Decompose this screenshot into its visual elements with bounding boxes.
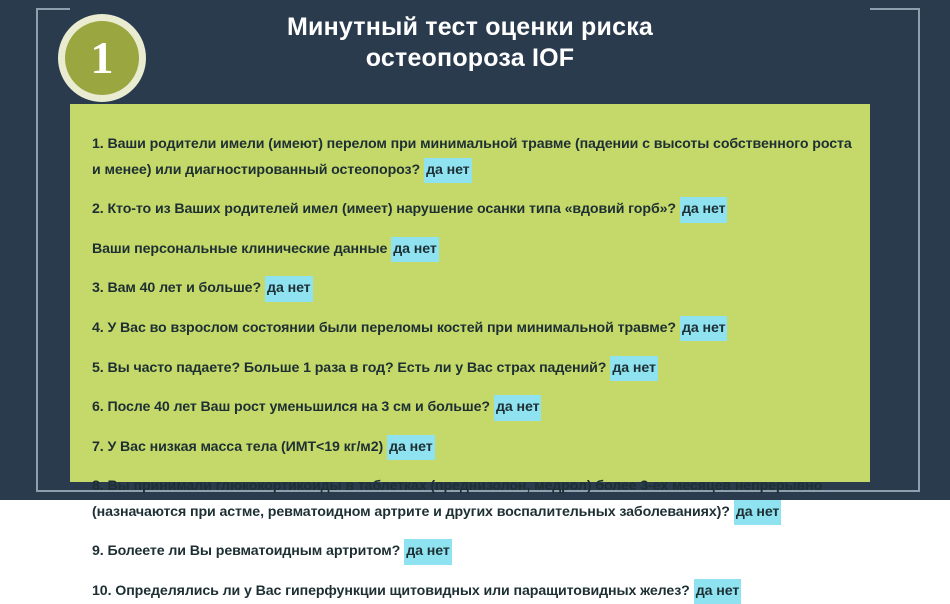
answer-no[interactable]: нет — [446, 161, 470, 178]
question-item — [92, 539, 852, 564]
answer-toggle[interactable] — [265, 276, 312, 301]
answer-no[interactable]: нет — [702, 319, 726, 336]
answer-toggle[interactable] — [734, 500, 781, 525]
answer-toggle[interactable] — [424, 158, 471, 183]
answer-no[interactable]: нет — [716, 582, 740, 599]
answer-toggle[interactable] — [694, 579, 741, 604]
answer-yes[interactable]: да — [267, 280, 284, 297]
right-background-strip — [920, 0, 950, 500]
answer-toggle[interactable] — [610, 356, 657, 381]
section-heading-personal-data — [92, 237, 852, 262]
answer-yes[interactable]: да — [681, 201, 699, 218]
answer-no[interactable]: нет — [756, 503, 780, 520]
question-text: 1. Ваши родители имели (имеют) перелом при минимальной травме (падении с высоты собственного роста и менее) или диагностированный остеопороз? — [92, 136, 852, 178]
question-item — [92, 435, 852, 460]
question-text: 2. Кто-то из Ваших родителей имел (имеет) нарушение осанки типа «вдовий горб»? — [92, 201, 676, 218]
question-text: 5. Вы часто падаете? Больше 1 раза в год? Есть ли у Вас страх падений? — [92, 359, 607, 376]
question-item — [92, 132, 852, 183]
question-text: 8. Вы принимали глюкокортикоиды в таблетках (преднизолон, медрол) более 3-ех месяцев непрерывно (назначаются при астме, ревматоидном артрите и других воспалительных заболеваниях)? — [92, 478, 823, 520]
question-item — [92, 276, 852, 301]
answer-no[interactable]: нет — [287, 280, 311, 297]
question-text: 7. У Вас низкая масса тела (ИМТ<19 кг/м2) — [92, 438, 384, 455]
page-title-line-1: Минутный тест оценки риска — [286, 13, 654, 41]
answer-yes[interactable]: да — [495, 399, 513, 416]
answer-no[interactable]: нет — [516, 399, 540, 416]
step-badge — [58, 14, 146, 102]
answer-yes[interactable]: да — [695, 582, 713, 599]
answer-no[interactable]: нет — [409, 438, 433, 455]
answer-toggle[interactable] — [680, 316, 727, 341]
answer-no[interactable]: нет — [413, 240, 437, 257]
questionnaire-panel — [70, 104, 870, 599]
answer-yes[interactable]: да — [612, 359, 630, 376]
badge-inner — [65, 21, 139, 95]
page-title — [70, 12, 870, 74]
answer-toggle[interactable] — [391, 237, 438, 262]
badge-number: 1 — [90, 32, 114, 83]
answer-no[interactable]: нет — [632, 359, 656, 376]
answer-toggle[interactable] — [494, 395, 541, 420]
answer-yes[interactable]: да — [393, 240, 410, 257]
answer-yes[interactable]: да — [426, 161, 443, 178]
question-item — [92, 356, 852, 381]
question-text: 9. Болеете ли Вы ревматоидным артритом? — [92, 543, 401, 560]
question-text: 4. У Вас во взрослом состоянии были переломы костей при минимальной травме? — [92, 319, 676, 336]
answer-no[interactable]: нет — [426, 543, 450, 560]
page-title-line-2: остеопороза IOF — [365, 44, 575, 72]
answer-yes[interactable]: да — [389, 438, 406, 455]
question-item — [92, 197, 852, 222]
question-item — [92, 579, 852, 604]
answer-yes[interactable]: да — [681, 319, 699, 336]
answer-toggle[interactable] — [387, 435, 434, 460]
answer-yes[interactable]: да — [406, 543, 423, 560]
question-text: 6. После 40 лет Ваш рост уменьшился на 3 см и больше? — [92, 399, 490, 416]
question-item — [92, 395, 852, 420]
question-text: Ваши персональные клинические данные — [92, 240, 388, 257]
question-text: 10. Определялись ли у Вас гиперфункции щитовидных или паращитовидных желез? — [92, 582, 690, 599]
question-text: 3. Вам 40 лет и больше? — [92, 280, 262, 297]
question-item — [92, 316, 852, 341]
answer-yes[interactable]: да — [735, 503, 753, 520]
left-background-strip — [0, 0, 36, 500]
answer-toggle[interactable] — [404, 539, 451, 564]
answer-toggle[interactable] — [680, 197, 727, 222]
answer-no[interactable]: нет — [702, 201, 726, 218]
